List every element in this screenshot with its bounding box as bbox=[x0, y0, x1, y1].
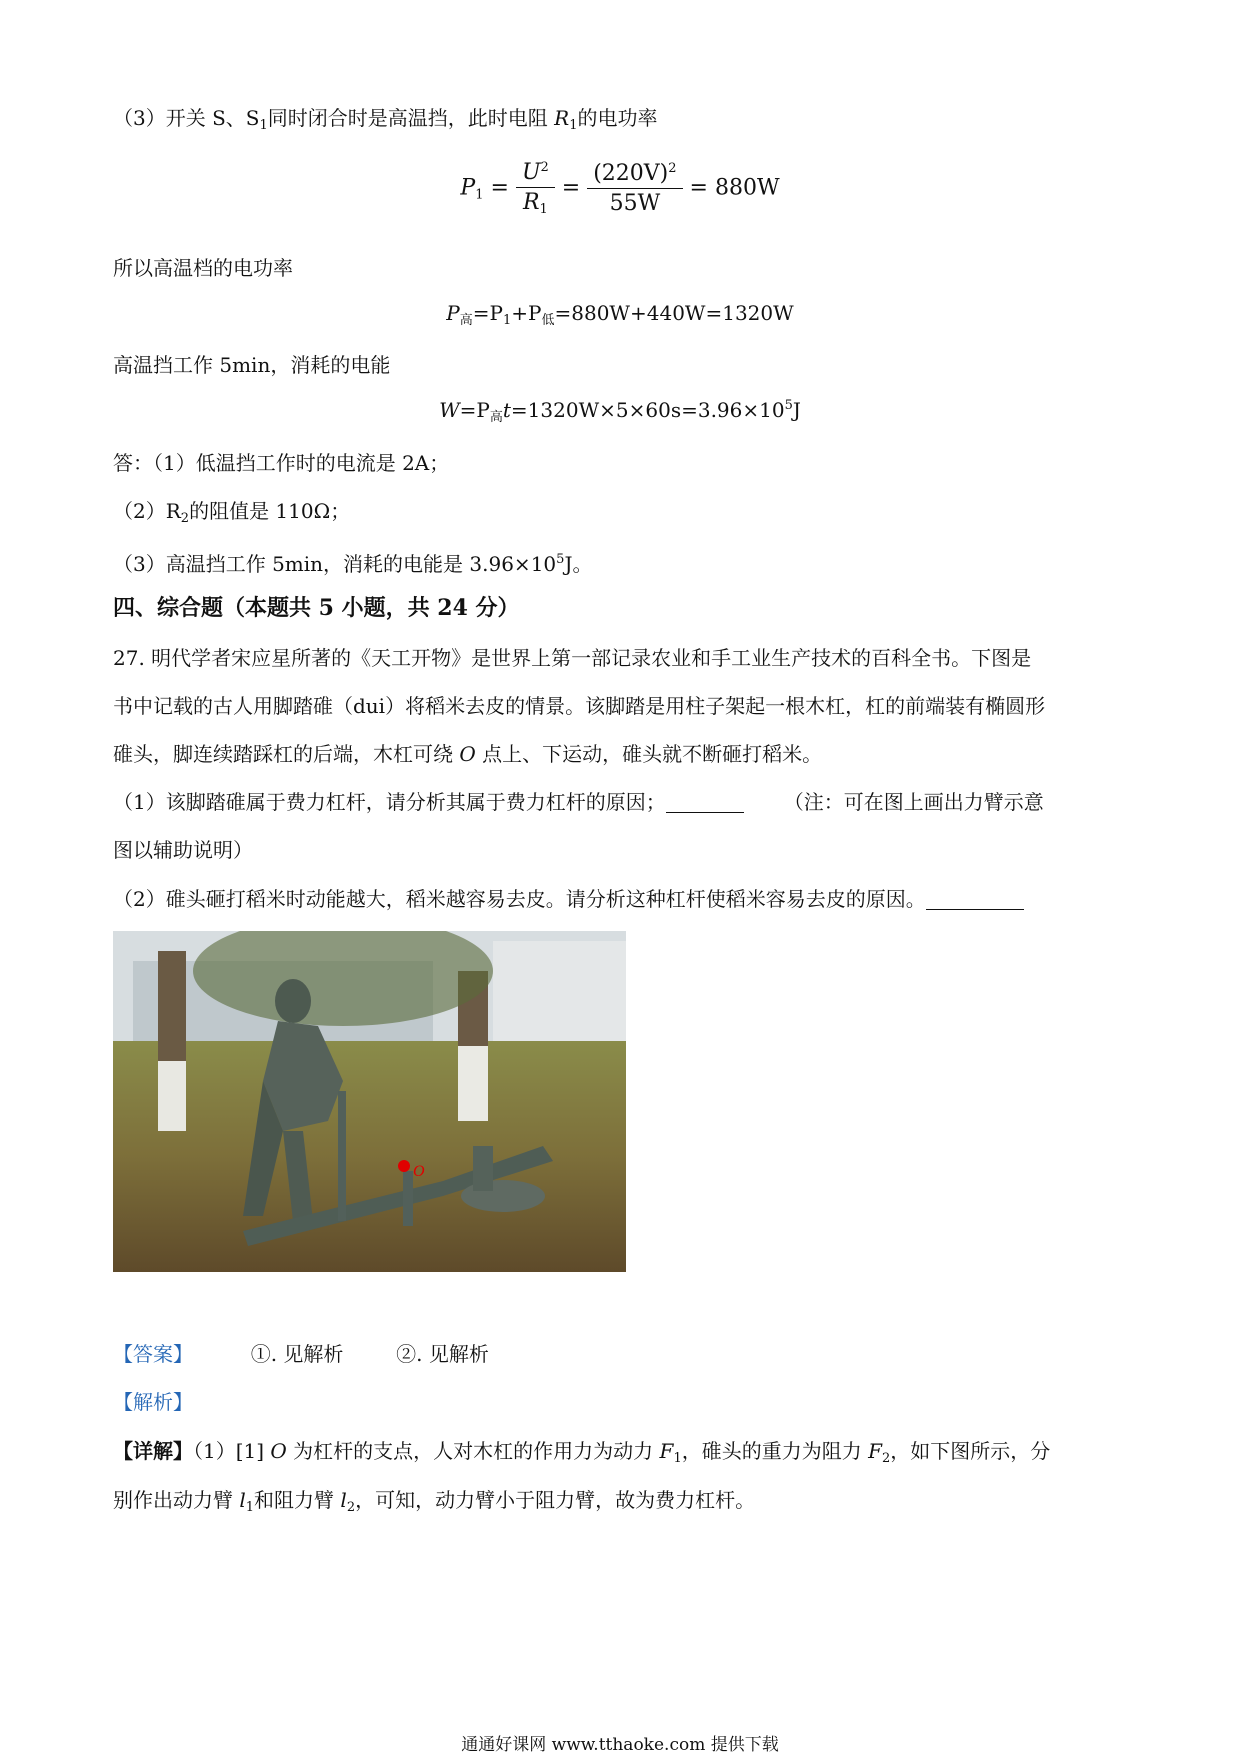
formula-p1: $P_1$ = $\frac{U^2}{R_1}$ = $\frac{(220V)^2}{55W}$ = 880W bbox=[460, 160, 780, 217]
fraction-u2-r1: $\frac{U^2}{R_1}$ bbox=[516, 160, 555, 217]
q27-sub2: （2）碓头砸打稻米时动能越大，稻米越容易去皮。请分析这种杠杆使稻米容易去皮的原因。 bbox=[113, 884, 1024, 914]
treadle-pestle-photo bbox=[113, 931, 626, 1272]
formula-w: $W=P_高t=1320W\times 5\times 60s=3.96\times 10^5J$ bbox=[439, 398, 801, 425]
q27-sub1-cont: 图以辅助说明） bbox=[113, 838, 253, 862]
q27-line-2: 书中记载的古人用脚踏碓（dui）将稻米去皮的情景。该脚踏是用柱子架起一根木杠，杠的前端装有椭圆形 bbox=[113, 694, 1046, 718]
detail-line-2: 别作出动力臂 $l_1$和阻力臂 $l_2$，可知，动力臂小于阻力臂，故为费力杠杆。 bbox=[113, 1488, 756, 1515]
analysis-label: 【解析】 bbox=[113, 1390, 193, 1414]
p3-intro: （3）开关 S、$S_1$同时闭合时是高温挡，此时电阻 $R_1$的电功率 bbox=[113, 106, 658, 133]
section-title: 四、综合题（本题共 5 小题，共 24 分） bbox=[113, 595, 520, 621]
answer-line-2: $(2)R_2$的阻值是 110Ω； bbox=[113, 499, 351, 526]
answer-row: 【答案】 ①. 见解析 ②. 见解析 bbox=[113, 1342, 489, 1366]
q27-line-3: 碓头，脚连续踏踩杠的后端，木杠可绕 O 点上、下运动，碓头就不断砸打稻米。 bbox=[113, 742, 823, 766]
answer-line-3: （3）高温挡工作 5min，消耗的电能是 $3.96\times 10^5J$。 bbox=[113, 552, 593, 576]
pivot-label: O bbox=[413, 1163, 425, 1180]
page-footer: 通通好课网 www.tthaoke.com 提供下载 bbox=[461, 1735, 779, 1755]
fraction-220v-55w: $\frac{(220V)^2}{55W}$ bbox=[587, 161, 682, 216]
answer-label: 【答案】 bbox=[113, 1342, 193, 1366]
formula-p-high: $P_高=P_1+P_低=880W+440W=1320W$ bbox=[446, 301, 794, 328]
detail-line-1: 【详解】（1）[1] O 为杠杆的支点，人对木杠的作用力为动力 $F_1$，碓头的重力为阻力 $F_2$，如下图所示，分 bbox=[113, 1439, 1051, 1466]
pivot-point-marker bbox=[398, 1160, 410, 1172]
answer-line-1: 答：（1）低温挡工作时的电流是 2A； bbox=[113, 451, 450, 475]
q27-line-1: 27. 明代学者宋应星所著的《天工开物》是世界上第一部记录农业和手工业生产技术的百科全书。下图是 bbox=[113, 646, 1032, 670]
five-min-text: 高温挡工作 5min，消耗的电能 bbox=[113, 353, 391, 377]
answer-blank bbox=[666, 792, 744, 813]
high-power-text: 所以高温档的电功率 bbox=[113, 256, 293, 280]
q27-sub1: （1）该脚踏碓属于费力杠杆，请分析其属于费力杠杆的原因； （注：可在图上画出力臂示意 bbox=[113, 790, 1044, 814]
answer-blank bbox=[926, 889, 1024, 910]
